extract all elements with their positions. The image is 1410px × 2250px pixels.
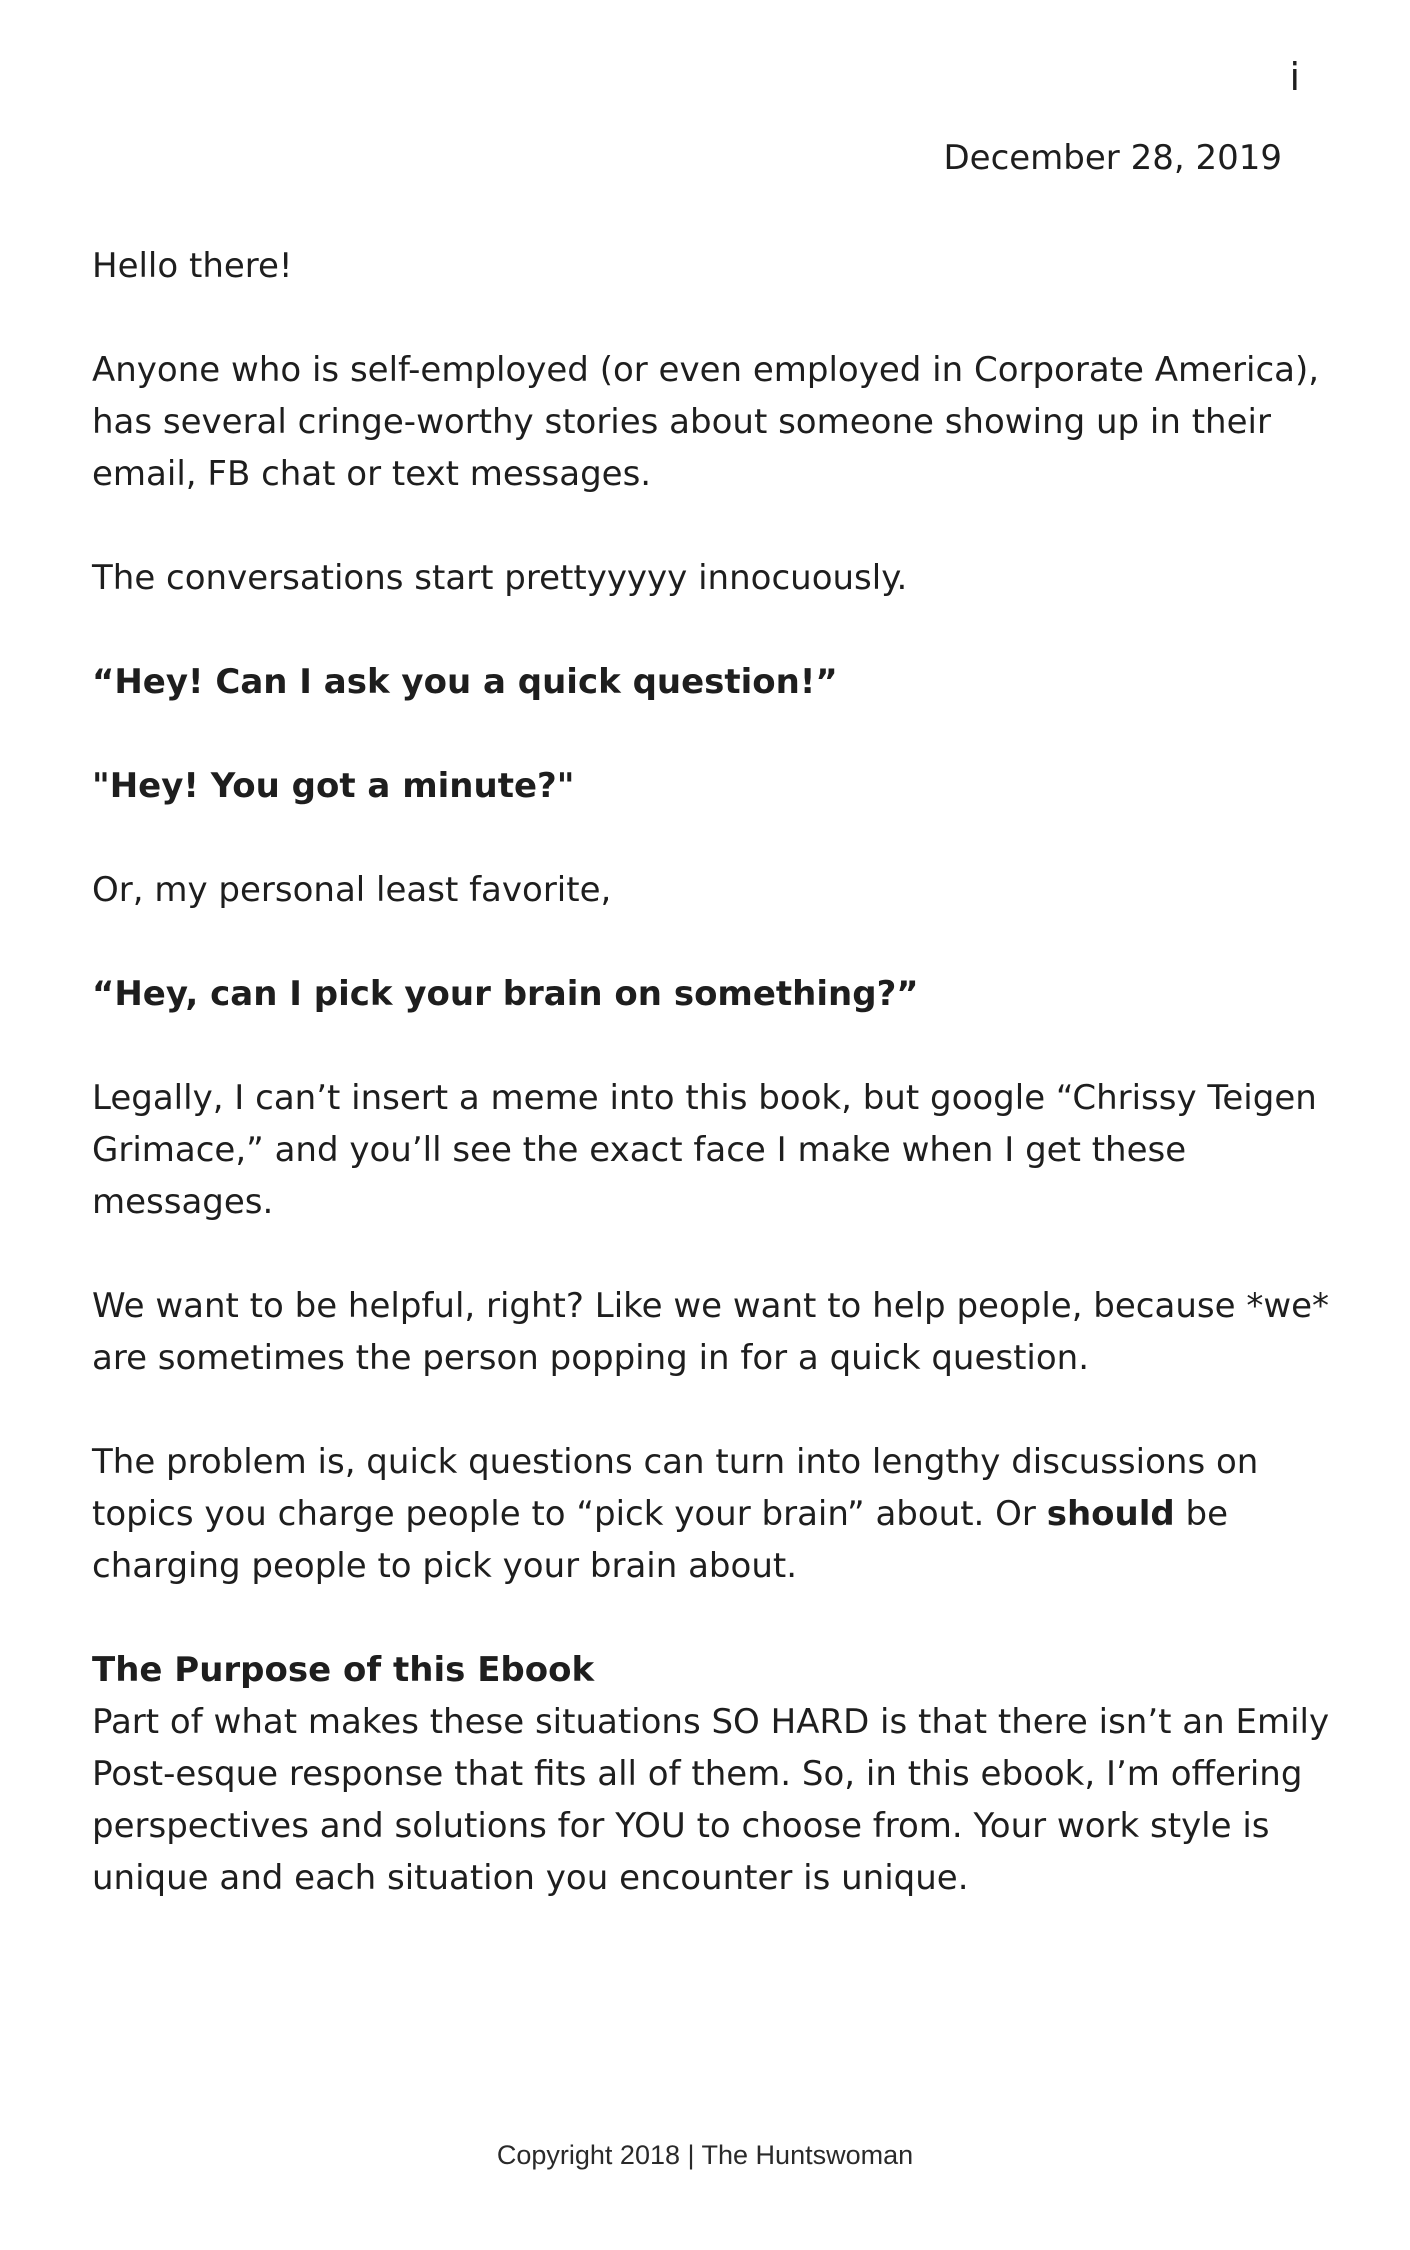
footer-copyright: Copyright 2018 | The Huntswoman: [496, 2140, 914, 2170]
document-body: [92, 240, 1332, 1956]
quote-pick-your-brain: “Hey, can I pick your brain on something?”: [92, 974, 919, 1014]
quote-quick-question: “Hey! Can I ask you a quick question!”: [92, 662, 838, 702]
greeting: Hello there!: [92, 246, 293, 286]
paragraph-problem-part1: The problem is, quick questions can turn into lengthy discussions on topics you charge people to “pick your brain” about. Or: [92, 1442, 1259, 1534]
document-date: December 28, 2019: [943, 138, 1282, 178]
paragraph-helpful: We want to be helpful, right? Like we want to help people, because *we* are sometimes the person popping in for a quick question.: [92, 1286, 1330, 1378]
paragraph-least-favorite: Or, my personal least favorite,: [92, 870, 612, 910]
quote-got-a-minute: "Hey! You got a minute?": [92, 766, 575, 806]
paragraph-problem: [92, 1436, 1332, 1592]
section-purpose: [92, 1644, 1332, 1904]
section-body: Part of what makes these situations SO HARD is that there isn’t an Emily Post-esque response that fits all of them. So, in this ebook, I’m offering perspectives and solutions for YOU to choose from. Your work style is unique and each situation you encounter is unique.: [92, 1702, 1330, 1898]
emphasis-should: should: [1046, 1494, 1175, 1534]
paragraph-meme: Legally, I can’t insert a meme into this book, but google “Chrissy Teigen Grimace,” and you’ll see the exact face I make when I get these messages.: [92, 1078, 1317, 1222]
paragraph-problem-part2: be charging people to pick your brain about.: [92, 1494, 1229, 1586]
section-heading: The Purpose of this Ebook: [92, 1650, 595, 1690]
paragraph-conversations: The conversations start prettyyyyy innocuously.: [92, 558, 908, 598]
paragraph-intro: Anyone who is self-employed (or even employed in Corporate America), has several cringe-worthy stories about someone showing up in their email, FB chat or text messages.: [92, 350, 1320, 494]
page-number: i: [1289, 55, 1300, 99]
